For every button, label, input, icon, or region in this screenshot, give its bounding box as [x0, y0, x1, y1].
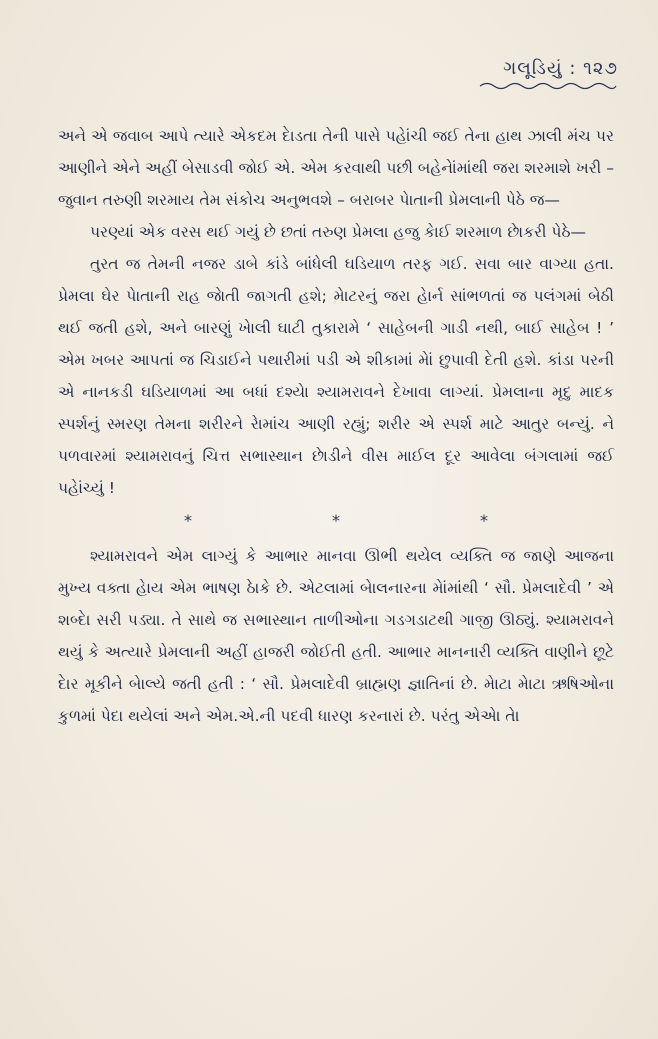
paragraph: તુરત જ તેમની નજર ડાબે કાંડે બાંધેલી ઘડિયાળ તરફ ગઈ. સવા બાર વાગ્યા હતા. પ્રેમલા ઘેર પેાતાની રાહ જેાતી જાગતી હશે; મેાટરનું જરા હેાર્ન સાંભળતાં જ પલંગમાં બેઠી થઈ જતી હશે, અને બારણું ખેાલી ઘાટી તુકારામે ‘ સાહેબની ગાડી નથી, બાઈ સાહેબ ! ’ એમ ખબર આપતાં જ ચિડાઈને પથારીમાં પડી એ શીકામાં મેાં છુપાવી દેતી હશે. કાંડા પરની એ નાનકડી ઘડિયાળમાં આ બધાં દશ્યેા શ્યામરાવને દેખાવા લાગ્યાં. પ્રેમલાના મૃદુ માદક સ્પર્શનું સ્મરણ તેમના શરીરને રેામાંચ આણી રહ્યું; શરીર એ સ્પર્શ માટે આતુર બન્યું. ને પળવારમાં શ્યામરાવનું ચિત્ત સભાસ્થાન છેાડીને વીસ માઈલ દૂર આવેલા બંગલામાં જઈ પહેાંચ્યું ! [58, 255, 614, 497]
separator-asterisk: * [184, 511, 192, 530]
paragraph: શ્યામરાવને એમ લાગ્યું કે આભાર માનવા ઊભી થયેલ વ્યક્તિ જ જાણે આજના મુખ્ય વક્તા હેાય એમ ભાષણ ઠેાકે છે. એટલામાં બેાલનારના મેાંમાંથી ‘ સૌ. પ્રેમલાદેવી ’ એ શબ્દેા સરી પડ્યા. તે સાથે જ સભાસ્થાન તાળીઓના ગડગડાટથી ગાજી ઊઠ્યું. શ્યામરાવને થયું કે અત્યારે પ્રેમલાની અહીં હાજરી જોઈતી હતી. આભાર માનનારી વ્યક્તિ વાણીને છૂટે દેાર મૂકીને બેાલ્યે જતી હતી : ‘ સૌ. પ્રેમલાદેવી બ્રાહ્મણ જ્ઞાતિનાં છે. મેાટા મેાટા ઋષિઓના કુળમાં પેદા થયેલાં અને એમ.એ.ની પદવી ધારણ કરનારાં છે. પરંતુ એએા તેા [58, 547, 614, 725]
section-separator [58, 508, 614, 534]
paragraph: પરણ્યાં એક વરસ થઈ ગયું છે છતાં તરુણ પ્રેમલા હજુ કેાઈ શરમાળ છેાકરી પેઠે— [90, 223, 586, 241]
paragraph: અને એ જવાબ આપે ત્યારે એકદમ દેાડતા તેની પાસે પહેાંચી જઈ તેના હાથ ઝાલી મંચ પર આણીને એને અહીં બેસાડવી જોઈ એ. એમ કરવાથી પછી બહેનેાંમાંથી જરા શરમાશે ખરી – જુવાન તરુણી શરમાય તેમ સંકોચ અનુભવશે – બરાબર પેાતાની પ્રેમલાની પેઠે જ— [58, 127, 614, 209]
separator-asterisk: * [480, 511, 488, 530]
running-title: ગલૂડિયું : ૧૨૭ [503, 58, 618, 79]
separator-asterisk: * [332, 511, 340, 530]
wavy-rule-ornament [478, 81, 618, 91]
body-text [58, 120, 614, 732]
running-head [478, 58, 618, 91]
